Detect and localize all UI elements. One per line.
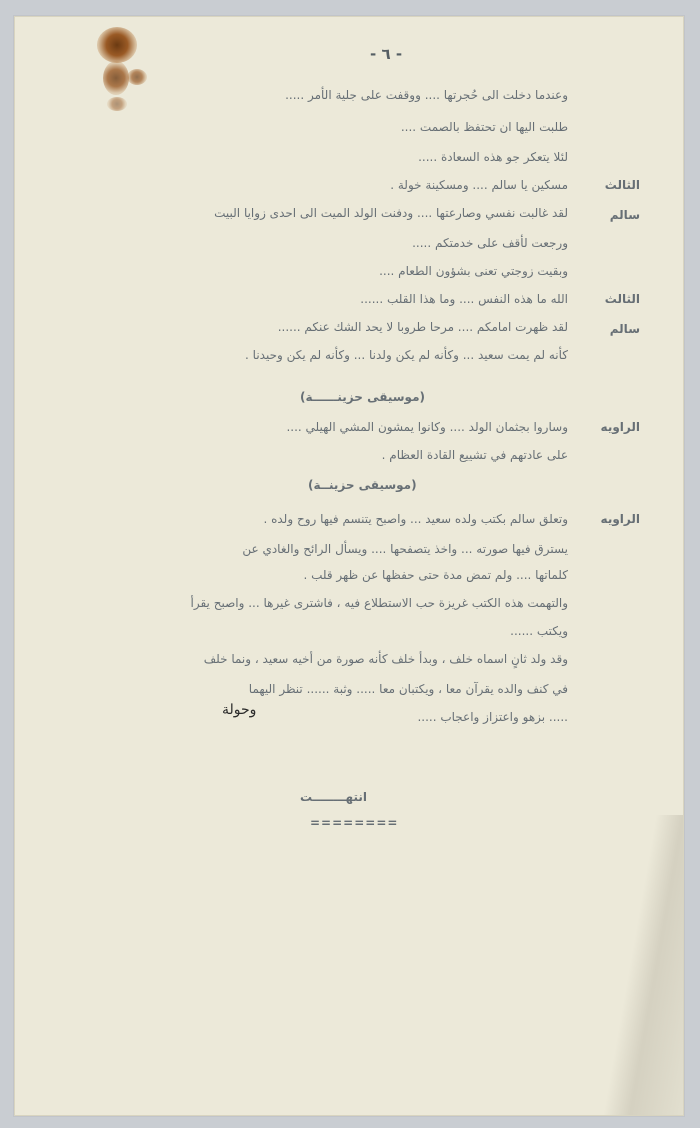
script-line: طلبت اليها ان تحتفظ بالصمت .... <box>400 120 568 134</box>
script-line: على عادتهم في تشييع القادة العظام . <box>381 448 568 462</box>
speaker-label: الراويه <box>600 420 640 434</box>
script-line: لقد غالبت نفسي وصارعتها .... ودفنت الولد الميت الى احدى زوايا البيت <box>214 206 568 220</box>
script-line: ويكتب ...... <box>510 624 568 638</box>
script-line: ورجعت لأقف على خدمتكم ..... <box>412 236 568 250</box>
speaker-label: الراويه <box>600 512 640 526</box>
document-page <box>14 16 684 1116</box>
script-line: وتعلق سالم بكتب ولده سعيد ... واصبح يتنسم فيها روح ولده . <box>263 512 568 526</box>
speaker-label: سالم <box>609 208 640 222</box>
script-line: كأنه لم يمت سعيد ... وكأنه لم يكن ولدنا ... وكأنه لم يكن وحيدنا . <box>245 348 568 362</box>
script-line: وساروا بجثمان الولد .... وكانوا يمشون المشي الهيلي .... <box>286 420 568 434</box>
script-line: مسكين يا سالم .... ومسكينة خولة . <box>390 178 568 192</box>
page-fold-shadow <box>603 815 683 1115</box>
page-number: - ٦ - <box>370 45 403 63</box>
script-line: لئلا يتعكر جو هذه السعادة ..... <box>418 150 568 164</box>
script-line: يسترق فيها صورته ... واخذ يتصفحها .... ويسأل الرائح والغادي عن <box>242 542 568 556</box>
script-line: الله ما هذه النفس .... وما هذا القلب ...... <box>360 292 568 306</box>
speaker-label: الثالث <box>604 292 640 306</box>
script-line: لقد ظهرت امامكم .... مرحا طروبا لا يحد الشك عنكم ...... <box>277 320 568 334</box>
end-marker: انتهــــــــت <box>300 790 367 804</box>
rust-stain <box>103 61 129 95</box>
end-rule: ======== <box>310 816 399 830</box>
script-line: كلماتها .... ولم تمض مدة حتى حفظها عن ظهر قلب . <box>303 568 568 582</box>
script-line: ..... بزهو واعتزاز واعجاب ..... <box>417 710 568 724</box>
stage-direction: (موسيقى حزينــــــة) <box>300 390 425 404</box>
stage-direction: (موسيقى حزينــة) <box>308 478 417 492</box>
rust-stain <box>127 69 147 85</box>
script-line: في كنف والده يقرآن معا ، ويكتبان معا ..... وثبة ...... تنظر اليهما <box>248 682 568 696</box>
rust-stain <box>107 97 127 111</box>
rust-stain <box>97 27 137 63</box>
speaker-label: سالم <box>609 322 640 336</box>
script-line: وقد ولد ثانٍ اسماه خلف ، وبدأ خلف كأنه صورة من أخيه سعيد ، ونما خلف <box>203 652 568 666</box>
script-line: وعندما دخلت الى حُجرتها .... ووقفت على جلية الأمر ..... <box>285 88 568 102</box>
script-line: والتهمت هذه الكتب غريزة حب الاستطلاع فيه ، فاشترى غيرها ... واصبح يقرأ <box>190 596 568 610</box>
speaker-label: الثالث <box>604 178 640 192</box>
script-line: وبقيت زوجتي تعنى بشؤون الطعام .... <box>379 264 568 278</box>
handwritten-note: وحولة <box>222 702 257 718</box>
